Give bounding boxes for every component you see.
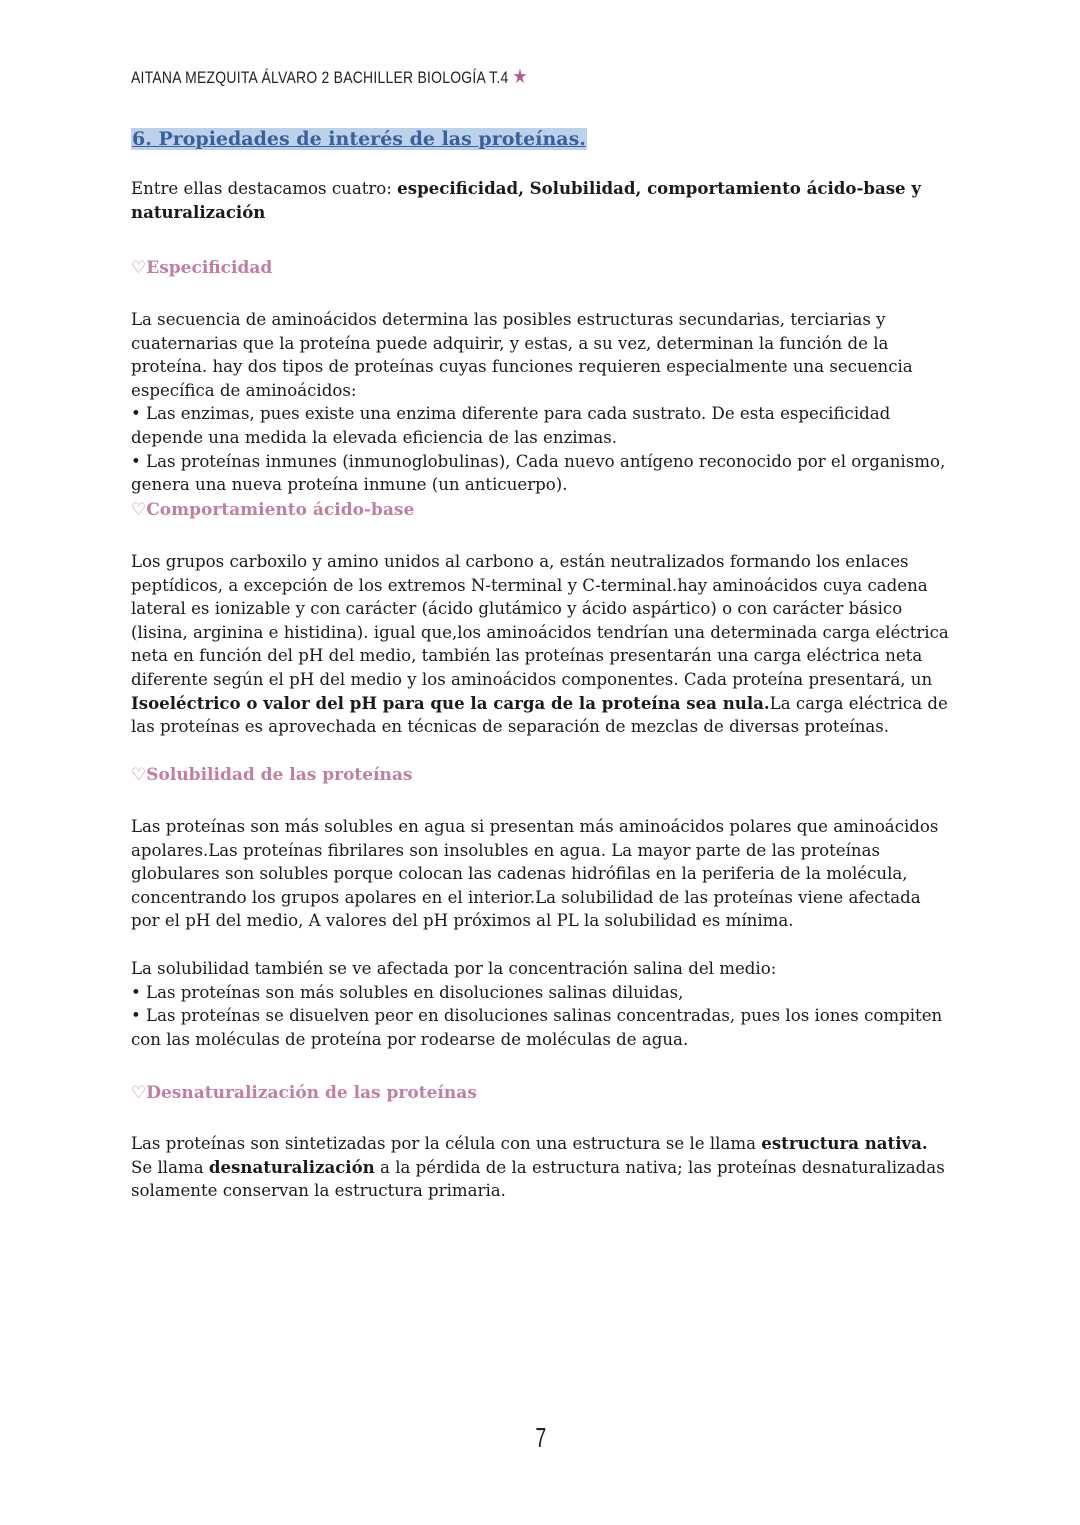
intro-paragraph: Entre ellas destacamos cuatro: especificidad, Solubilidad, comportamiento ácido-base y naturalización [131, 178, 922, 222]
bullet-item: • Las proteínas se disuelven peor en disoluciones salinas concentradas, pues los iones compiten con las moléculas de proteína por rodearse de moléculas de agua. [131, 1006, 943, 1049]
document-header [131, 64, 528, 89]
heart-icon: ♡ [131, 500, 147, 520]
estructura-nativa-bold: estructura nativa. [761, 1133, 928, 1153]
heading-desnaturalizacion: ♡Desnaturalización de las proteínas [131, 1083, 477, 1103]
paragraph: La solubilidad también se ve afectada por la concentración salina del medio: [131, 959, 777, 978]
acido-base-paragraph: Los grupos carboxilo y amino unidos al carbono a, están neutralizados formando los enlaces peptídicos, a excepción de los extremos N-terminal y C-terminal.hay aminoácidos cuya cadena lateral es ionizable y con carácter (ácido glutámico y ácido aspártico) o con carácter básico (lisina, arginina e histidina). igual que,los aminoácidos tendrían una determinada carga eléctrica neta en función del pH del medio, también las proteínas presentarán una carga eléctrica neta diferente según el pH del medio y los aminoácidos componentes. Cada proteína presentará, un Isoeléctrico o valor del pH para que la carga de la proteína sea nula.La carga eléctrica de las proteínas es aprovechada en técnicas de separación de mezclas de diversas proteínas. [131, 552, 949, 737]
bullet-item: • Las proteínas inmunes (inmunoglobulinas), Cada nuevo antígeno reconocido por el organismo, genera una nueva proteína inmune (un anticuerpo). [131, 451, 946, 495]
paragraph: Se llama desnaturalización a la pérdida de la estructura nativa; las proteínas desnaturalizadas solamente conservan la estructura primaria. [131, 1156, 945, 1201]
desnaturalizacion-bold: desnaturalización [208, 1156, 375, 1177]
isoelectrico-bold: Isoeléctrico o valor del pH para que la carga de la proteína sea nula. [131, 692, 770, 713]
bullet-item: • Las proteínas son más solubles en disoluciones salinas diluidas, [131, 982, 684, 1002]
heart-icon: ♡ [131, 258, 147, 278]
solubilidad-paragraph: Las proteínas son más solubles en agua si presentan más aminoácidos polares que aminoácidos apolares.Las proteínas fibrilares son insolubles en agua. La mayor parte de las proteínas globulares son solubles porque colocan las cadenas hidrófilas en la periferia de la molécula, concentrando los grupos apolares en el interior.La solubilidad de las proteínas viene afectada por el pH del medio, A valores del pH próximos al PL la solubilidad es mínima. [131, 817, 939, 931]
solubilidad-salina [131, 957, 953, 1051]
especificidad-body [131, 308, 953, 497]
header-text: AITANA MEZQUITA ÁLVARO 2 BACHILLER BIOLOGÍA T.4 [131, 68, 509, 87]
paragraph: Las proteínas son sintetizadas por la célula con una estructura se le llama estructura nativa. [131, 1133, 928, 1153]
intro-bold: especificidad, Solubilidad, comportamiento ácido-base y naturalización [131, 178, 922, 222]
heading-especificidad: ♡Especificidad [131, 258, 273, 278]
section-title: 6. Propiedades de interés de las proteínas. [132, 128, 586, 150]
bullet-item: • Las enzimas, pues existe una enzima diferente para cada sustrato. De esta especificidad depende una medida la elevada eficiencia de las enzimas. [131, 404, 891, 447]
heading-acido-base: ♡Comportamiento ácido-base [131, 500, 415, 520]
heart-icon: ♡ [131, 1083, 147, 1103]
desnaturalizacion-body [131, 1132, 953, 1203]
star-icon: ★ [512, 66, 528, 88]
page-number: 7 [535, 1422, 547, 1453]
heading-solubilidad: ♡Solubilidad de las proteínas [131, 765, 413, 785]
heart-icon: ♡ [131, 765, 147, 785]
paragraph: La secuencia de aminoácidos determina las posibles estructuras secundarias, terciarias y cuaternarias que la proteína puede adquirir, y estas, a su vez, determinan la función de la proteína. hay dos tipos de proteínas cuyas funciones requieren especialmente una secuencia específica de aminoácidos: [131, 310, 913, 400]
